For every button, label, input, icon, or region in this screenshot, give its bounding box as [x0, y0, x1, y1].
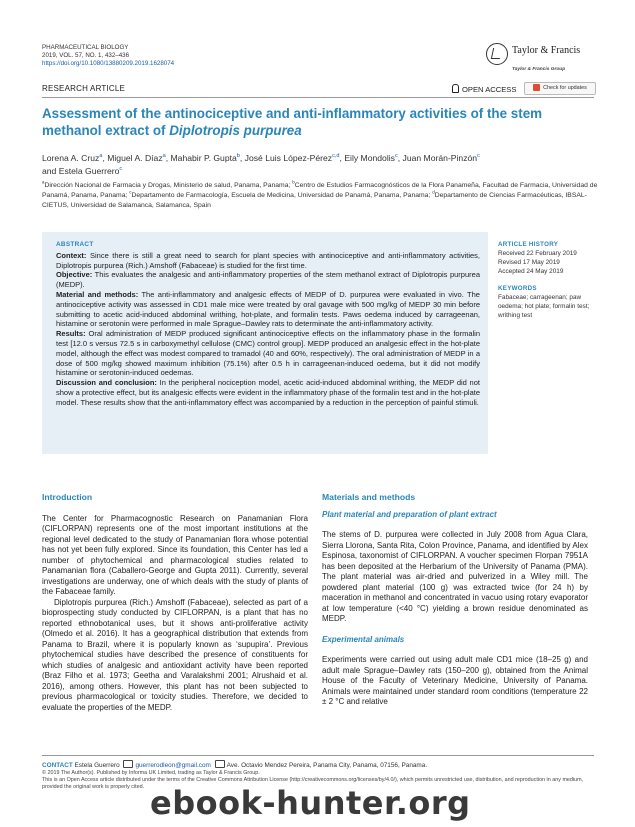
history-revised: Revised 17 May 2019: [498, 259, 560, 266]
article-type: RESEARCH ARTICLE: [42, 84, 126, 93]
intro-heading: Introduction: [42, 492, 93, 502]
contact-name: Estela Guerrero: [74, 762, 120, 769]
article-title: [42, 106, 598, 139]
check-updates-button[interactable]: [524, 82, 596, 95]
abstract-objective: Objective: This evaluates the analgesic and anti-inflammatory properties of the stem methanol extract of Diplotropis purpurea (MEDP).: [56, 270, 480, 290]
abstract-results: Results: Oral administration of MEDP produced significant antinociceptive effects on the inflammatory phase in the formalin test [12.0 s versus 72.5 s in carboxymethyl cellulose (CMC) control group]. MEDP produced an analgesic effect in the hot-plate model, although the effect was modest compared to tramadol (40 and 60%, respectively). The oral administration of MEDP in a dose of 500 mg/kg showed maximum inhibition (75.1%) after 0.5 h in carrageenan-induced oedema, but it did not modify histamine or serotonin-induced oedemas.: [56, 329, 480, 378]
title-species: Diplotropis purpurea: [169, 122, 302, 138]
author[interactable]: Juan Morán-Pinzón$^c$: [402, 153, 480, 163]
open-access-label: OPEN ACCESS: [462, 85, 517, 94]
animals-subheading: Experimental animals: [322, 634, 405, 644]
title-main: Assessment of the antinociceptive and anti-inflammatory activities of the stem methanol extract of: [42, 106, 543, 138]
keywords-heading: KEYWORDS: [498, 285, 537, 292]
contact-email[interactable]: guerrerodleon@gmail.com: [135, 762, 211, 769]
author-list: Lorena A. Cruz$^a$, Miguel A. Díaz$^a$, Mahabir P. Gupta$^b$, José Luis López-Pérez$^{c,d}$, Eily Mondolis$^c$, Juan Morán-Pinzón$^c$ and Estela Guerrero$^c$: [42, 153, 480, 176]
email-icon: [123, 760, 133, 768]
affiliation-c: Departamento de Farmacología, Escuela de Medicina, Universidad de Panamá, Panama, Panama;: [131, 192, 433, 200]
contact-address: Ave. Octavio Mendez Pereira, Panama City, Panama, 07156, Panama.: [226, 762, 428, 769]
copyright: © 2019 The Author(s). Published by Informa UK Limited, trading as Taylor & Francis Group.: [42, 770, 260, 776]
abstract-box: [42, 232, 488, 454]
footer-divider: [42, 755, 594, 756]
author[interactable]: Estela Guerrero$^c$: [58, 165, 123, 176]
author[interactable]: Mahabir P. Gupta$^b$: [170, 153, 240, 163]
publisher-bird-icon: [486, 43, 508, 65]
publisher-name: Taylor & Francis: [512, 45, 581, 56]
history-heading: ARTICLE HISTORY: [498, 241, 559, 248]
article-sidebar: [498, 240, 602, 320]
author[interactable]: José Luis López-Pérez$^{c,d}$: [244, 153, 340, 163]
journal-name: PHARMACEUTICAL BIOLOGY: [42, 44, 129, 51]
column-right: [322, 492, 588, 708]
plant-material-paragraph: The stems of D. purpurea were collected in July 2008 from Agua Clara, Sierra Llorona, Santa Rita, Colon Province, Panama, and identified by Alex Espinosa, taxonomist of CIFLORPAN. A voucher specimen Florpan 7951A has been deposited at the Herbarium of the University of Panama (PMA). The plant material was air-dried and pulverized in a Wiley mill. The powdered plant material (100 g) was extracted twice (for 24 h) by maceration in methanol and concentrated in vacuo using rotary evaporator at low temperature (<40 °C) yielding a brown residue denominated as MEDP.: [322, 530, 588, 623]
abstract-conclusion: Discussion and conclusion: In the peripheral nociception model, acetic acid-induced abdominal writhing, the MEDP did not show a protective effect, but its analgesic effects were evident in the inflammatory phase of the formalin test and in the hot-plate model. These results show that the anti-inflammatory effect was accompanied by a reduction in the perception of painful stimuli.: [56, 378, 480, 407]
check-updates-icon: [533, 84, 540, 91]
author-conjunction: and: [42, 165, 57, 176]
affiliation-d: Departamento de Ciencias Farmacéuticas, IBSAL-CIETUS, Universidad de Salamanca, Salamanca, Spain: [42, 192, 587, 210]
intro-paragraph-1: The Center for Pharmacognostic Research on Panamanian Flora (CIFLORPAN) represents one of the most important institutions at the regional level dedicated to the study of Panamanian flora whose potential has not yet been fully explored. Since its foundation, this Center has led a number of phytochemical and pharmacological studies related to Panamanian flora (Caballero-George and Gupta 2011). Currently, several investigations are underway, one of which deals with the study of plants of the Fabaceae family.: [42, 513, 308, 596]
author[interactable]: Lorena A. Cruz$^a$: [42, 153, 103, 163]
abstract-heading: ABSTRACT: [56, 241, 94, 248]
author[interactable]: Miguel A. Díaz$^a$: [107, 153, 166, 163]
animals-paragraph: Experiments were carried out using adult male CD1 mice (18–25 g) and adult male Sprague–Dawley rats (150–200 g), obtained from the Animal House of the Faculty of Veterinary Medicine, University of Panama. Animals were maintained under standard room conditions (temperature 22 ± 2 °C and relative: [322, 655, 588, 706]
methods-heading: Materials and methods: [322, 492, 416, 502]
license: This is an Open Access article distributed under the terms of the Creative Commons Attribution License (http://creativecommons.org/licenses/by/4.0/), which permits unrestricted use, distribution, and reproduction in any medium, provided the original work is properly cited.: [42, 777, 584, 790]
plant-material-subheading: Plant material and preparation of plant extract: [322, 509, 497, 519]
abstract-context: Context: Since there is still a great need to search for plant species with antinociceptive and anti-inflammatory activities, Diplotropis purpurea (Rich.) Amshoff (Fabaceae) is studied for the first time.: [56, 250, 480, 270]
address-icon: [215, 760, 225, 768]
affiliation-a: Dirección Nacional de Farmacia y Drogas, Ministerio de salud, Panama, Panama;: [44, 182, 293, 189]
watermark: ebook-hunter.org: [150, 784, 471, 822]
publisher-subname: Taylor & Francis Group: [512, 67, 566, 72]
publisher-logo: [486, 43, 598, 72]
open-lock-icon: [452, 84, 459, 93]
journal-header: [42, 44, 174, 68]
contact-line: CONTACT Estela Guerrero guerrerodleon@gmail.com Ave. Octavio Mendez Pereira, Panama City, Panama, 07156, Panama.: [42, 762, 428, 769]
doi-link[interactable]: https://doi.org/10.1080/13880209.2019.1628074: [42, 60, 175, 67]
check-updates-label: Check for updates: [543, 85, 587, 91]
history-received: Received 22 February 2019: [498, 250, 577, 257]
abstract-methods: Material and methods: The anti-inflammatory and analgesic effects of MEDP of D. purpurea were evaluated in vivo. The antinociceptive activity was assessed in CD1 male mice were treated by oral gavage with 500 mg/kg of MEDP 30 min before submitting to acetic acid-induced abdominal writhing, hot-plate, and formalin tests. Paws oedema induced by carrageenan, histamine or serotonin were performed in male Sprague–Dawley rats to determinate the anti-inflammatory activity.: [56, 289, 480, 329]
keywords-list: Fabaceae; carrageenan; paw oedema; hot plate; formalin test; writhing test: [498, 294, 590, 319]
header-divider: [42, 97, 594, 98]
column-left: [42, 492, 308, 713]
history-accepted: Accepted 24 May 2019: [498, 268, 564, 275]
intro-paragraph-2: Diplotropis purpurea (Rich.) Amshoff (Fabaceae), selected as part of a bioprospecting study conducted by CIFLORPAN, is a plant that has no reported ethnobotanical uses, but it shows anti-proliferative activity (Olmedo et al. 2016). It has a geographical distribution that extends from Panama to Brazil, where it is popularly known as ‘supupira’. Previous phytochemical studies have described the presence of constituents for which studies of analgesic and antioxidant activity have been reported (Braz Filho et al. 1973; Geetha and Varalakshmi 2001; Alrushaid et al. 2016), among others. However, this plant has not been subjected to previous pharmacological or toxicity studies. Therefore, we decided to evaluate the properties of the MEDP.: [42, 597, 308, 712]
author[interactable]: Eily Mondolis$^c$: [344, 153, 398, 163]
journal-volume: 2019, VOL. 57, NO. 1, 432–436: [42, 52, 130, 59]
affiliation-b: Centro de Estudios Farmacognósticos de la Flora Panameña, Facultad de Farmacia, Universidad de Panamá, Panama, Panama;: [42, 182, 598, 200]
affiliations: $^a$Dirección Nacional de Farmacia y Drogas, Ministerio de salud, Panama, Panama; $^b$Centro de Estudios Farmacognósticos de la Flora Panameña, Facultad de Farmacia, Universidad de Panamá, Panama, Panama; $^c$Departamento de Farmacología, Escuela de Medicina, Universidad de Panamá, Panama, Panama; $^d$Departamento de Ciencias Farmacéuticas, IBSAL-CIETUS, Universidad de Salamanca, Salamanca, Spain: [42, 179, 598, 210]
open-access-badge: [452, 84, 516, 94]
